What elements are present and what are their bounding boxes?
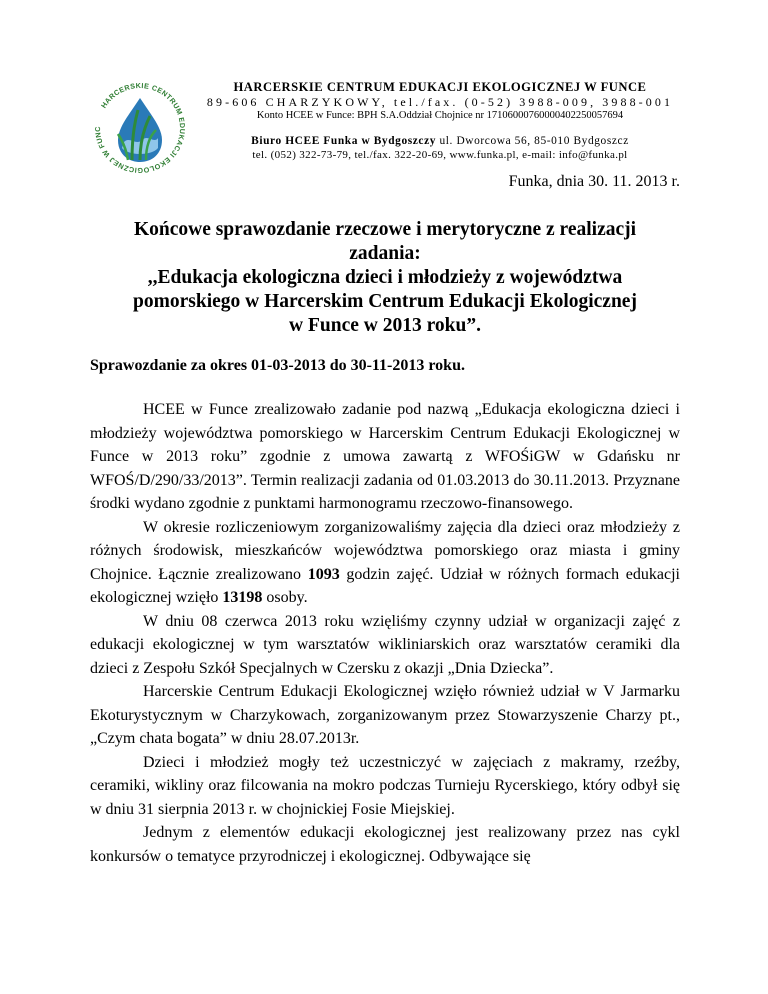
organization-logo [88, 76, 192, 180]
participants-count: 13198 [222, 589, 263, 606]
organization-address: 89-606 CHARZYKOWY, tel./fax. (0-52) 3988-009, 3988-001 [206, 95, 674, 109]
document-title [90, 218, 680, 338]
branch-office-address: ul. Dworcowa 56, 85-010 Bydgoszcz [436, 135, 629, 147]
paragraph: W okresie rozliczeniowym zorganizowaliśmy zajęcia dla dzieci oraz młodzieży z różnych środowisk, mieszkańców województwa pomorskiego oraz miasta i gminy Chojnice. Łącznie zrealizowano 1093 godzin zajęć. Udział w różnych formach edukacji ekologicznej wzięło 13198 osoby. [90, 518, 681, 606]
organization-name: HARCERSKIE CENTRUM EDUKACJI EKOLOGICZNEJ W FUNCE [233, 80, 647, 94]
branch-office [200, 134, 680, 149]
letterhead [200, 80, 680, 162]
report-period: Sprawozdanie za okres 01-03-2013 do 30-11-2013 roku. [90, 357, 465, 374]
title-line: ,,Edukacja ekologiczna dzieci i młodzieży z województwa [147, 267, 623, 288]
title-line: pomorskiego w Harcerskim Centrum Edukacji Ekologicznej [133, 291, 637, 312]
hours-count: 1093 [307, 565, 340, 583]
title-line: zadania: [349, 243, 421, 264]
water-drop-reeds-icon [88, 76, 192, 180]
branch-office-name: Biuro HCEE Funka w Bydgoszczy [251, 135, 437, 147]
title-line: Końcowe sprawozdanie rzeczowe i merytoryczne z realizacji [133, 219, 637, 240]
bank-account: Konto HCEE w Funce: BPH S.A.Oddział Chojnice nr 17106000760000402250057694 [256, 110, 624, 121]
paragraph: Jednym z elementów edukacji ekologicznej jest realizowany przez nas cykl konkursów o tematyce przyrodniczej i ekologicznej. Odbywające się [90, 824, 680, 865]
paragraph: Harcerskie Centrum Edukacji Ekologicznej wzięło również udział w V Jarmarku Ekoturystycznym w Charzykowach, zorganizowanym przez Stowarzyszenie Charzy pt., „Czym chata bogata” w dniu 28.07.2013r. [90, 683, 680, 747]
paragraph: HCEE w Funce zrealizowało zadanie pod nazwą „Edukacja ekologiczna dzieci i młodzieży województwa pomorskiego w Harcerskim Centrum Edukacji Ekologicznej w Funce w 2013 roku” zgodnie z umowa zawartą z WFOŚiGW w Gdańsku nr WFOŚ/D/290/33/2013”. Termin realizacji zadania od 01.03.2013 do 30.11.2013. Przyznane środki wydano zgodnie z punktami harmonogramu rzeczowo-finansowego. [90, 401, 680, 512]
paragraph: W dniu 08 czerwca 2013 roku wzięliśmy czynny udział w organizacji zajęć z edukacji ekologicznej w tym warsztatów wikliniarskich oraz warsztatów ceramiki dla dzieci z Zespołu Szkół Specjalnych w Czersku z okazji „Dnia Dziecka”. [90, 612, 680, 677]
report-body [90, 398, 680, 868]
paragraph: Dzieci i młodzież mogły też uczestniczyć w zajęciach z makramy, rzeźby, ceramiki, wikliny oraz filcowania na mokro podczas Turnieju Rycerskiego, który odbył się w dniu 31 sierpnia 2013 r. w chojnickiej Fosie Miejskiej. [90, 753, 680, 818]
contact-info: tel. (052) 322-73-79, tel./fax. 322-20-69, www.funka.pl, e-mail: info@funka.pl [252, 149, 628, 161]
document-date: Funka, dnia 30. 11. 2013 r. [508, 173, 680, 190]
svg-text:HARCERSKIE CENTRUM EDUKACJI EK: HARCERSKIE CENTRUM EDUKACJI EKOLOGICZNEJ W FUNC [92, 80, 188, 176]
title-line: w Funce w 2013 roku”. [289, 315, 481, 336]
